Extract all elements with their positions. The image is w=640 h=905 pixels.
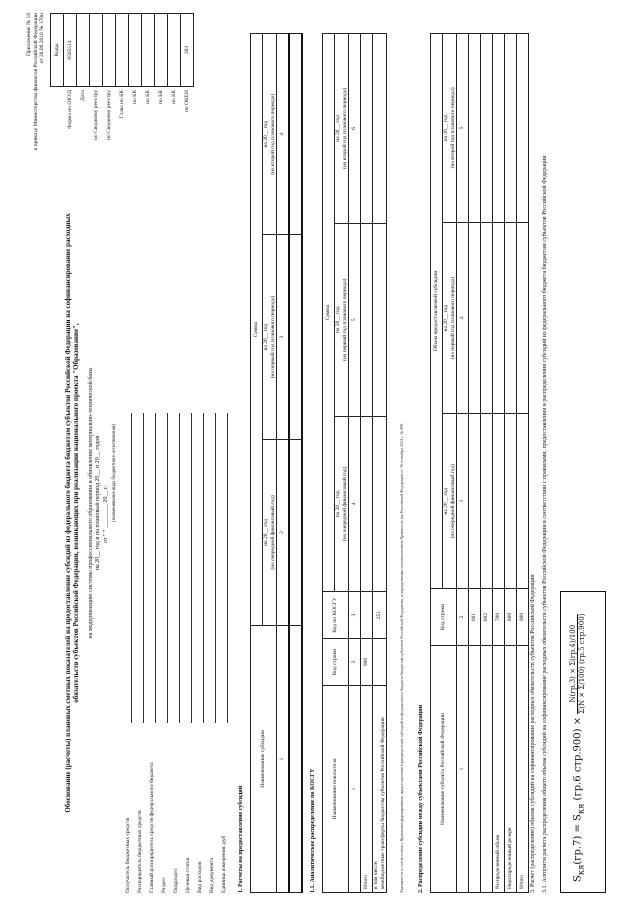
year-note: (на первый год планового периода) [269, 295, 276, 378]
document-title: Обоснование (расчеты) плановых сметных показателей на предоставление субсидий из федерального бюджета бюджетам субъектов Российской Федерации на софинансирование расходных обязательств субъектов Российской Федерации, возникающих при реализации национального проекта "Образование", [64, 212, 81, 813]
codes-value [129, 13, 142, 86]
codes-label: по БК [157, 89, 164, 104]
fill-line[interactable] [170, 413, 180, 723]
table-cell[interactable] [481, 33, 493, 222]
col-header-group: Сумма [323, 33, 335, 591]
codes-label: по БК [144, 89, 151, 104]
year-label: на 20__ год [443, 487, 449, 515]
table-cell[interactable] [481, 222, 493, 414]
row-code: 900 [517, 588, 529, 645]
year-label: на 20__ год [443, 114, 449, 141]
header-field-label: Подраздел [173, 867, 180, 893]
table-cell[interactable] [517, 414, 529, 589]
codes-value: 383 [181, 13, 194, 86]
row-code: 001 [469, 588, 481, 645]
formula-lhs-sub2: кя [575, 803, 586, 814]
header-field-row [168, 413, 180, 893]
table-cell[interactable] [505, 33, 517, 222]
table-cell[interactable] [361, 33, 373, 223]
col-header-year [263, 234, 277, 439]
year-note: (на очередной финансовый год) [341, 466, 348, 541]
total-label: Итого [361, 685, 373, 892]
header-field-label: Вид расходов [197, 860, 204, 893]
table-cell[interactable] [361, 223, 373, 416]
table-cell[interactable] [517, 222, 529, 414]
codes-header: Коды [51, 13, 64, 86]
formula-box [560, 591, 606, 893]
col-header-year [335, 223, 349, 416]
year-note: (на очередной финансовый год) [269, 494, 276, 570]
table-cell[interactable] [373, 223, 387, 416]
year-label: на 20__ год [335, 305, 341, 333]
row-code: 700 [493, 588, 505, 645]
fill-line[interactable] [206, 413, 216, 723]
year-note: (на первый год планового периода) [449, 276, 456, 359]
document-subtitle [88, 223, 102, 783]
year-label: на 20__ год [263, 120, 269, 148]
header-fields [120, 413, 228, 893]
year-label: на 20__ год [263, 518, 269, 546]
table-cell[interactable] [469, 222, 481, 414]
fill-line[interactable] [158, 413, 168, 723]
approval-stamp [26, 13, 46, 243]
col-header-year [335, 33, 349, 223]
codes-table [50, 13, 194, 203]
approval-line: Приложение № 18 [26, 12, 32, 56]
table-cell[interactable] [289, 439, 302, 625]
header-field-row [180, 413, 192, 893]
col-header-year [335, 416, 349, 591]
fill-line[interactable] [146, 413, 156, 723]
header-field-label: Вид документа [209, 857, 216, 893]
year-note: (на очередной финансовый год) [449, 463, 456, 538]
table-cell[interactable] [469, 33, 481, 222]
formula-fraction [569, 613, 587, 713]
col-header-name: Наименование субсидии [251, 625, 277, 892]
header-field-label: Раздел [161, 876, 168, 893]
codes-value [90, 13, 103, 86]
row-kosgu: 251 [373, 591, 387, 638]
header-field-row [120, 413, 132, 893]
codes-label [51, 86, 64, 203]
section-11-table [322, 33, 387, 893]
col-number: 4 [277, 33, 290, 234]
col-header-name: Наименование показателя [323, 685, 349, 892]
col-number: 1 [277, 625, 290, 892]
formula [569, 613, 587, 881]
codes-label: Глава по БК [118, 89, 125, 118]
codes-value: 0505514 [64, 13, 77, 86]
col-number: 5 [457, 33, 469, 222]
table-cell[interactable] [493, 222, 505, 414]
section-1-table [250, 33, 303, 893]
row-name [481, 645, 493, 892]
col-header-code: Код строки [431, 588, 457, 645]
table-cell[interactable] [361, 591, 373, 638]
col-number: 3 [349, 591, 361, 638]
header-field-row [192, 413, 204, 893]
table-cell[interactable] [517, 33, 529, 222]
document-page [20, 3, 620, 903]
codes-label: по Сводному реестру [105, 89, 112, 140]
year-note: (на второй год планового периода) [341, 87, 348, 169]
col-number: 2 [457, 588, 469, 645]
formula-lhs-sub: кя [575, 864, 586, 875]
formula-denominator: Σ(N × Σ/100) (гр.5 стр.900) [578, 613, 587, 714]
year-label: на 20__ год [335, 114, 341, 142]
col-header-year [263, 33, 277, 234]
formula-lhs: S [572, 874, 584, 882]
table-cell[interactable] [289, 234, 302, 439]
row-code: 002 [481, 588, 493, 645]
codes-label: Дата [79, 89, 86, 101]
row-code: 800 [505, 588, 517, 645]
codes-label: по Сводному реестру [92, 89, 99, 140]
codes-label: по БК [131, 89, 138, 104]
fill-line[interactable] [218, 413, 228, 723]
table-cell[interactable] [289, 33, 302, 234]
col-header-year [443, 33, 457, 222]
col-number: 2 [349, 638, 361, 685]
formula-numerator [569, 613, 578, 713]
year-label: на 20__ год [443, 304, 449, 331]
table-cell[interactable] [289, 625, 302, 892]
formula-lhs-arg: (гр.7) = S [572, 813, 584, 865]
year-label: на 20__ год [335, 489, 341, 517]
fill-line[interactable] [194, 413, 204, 723]
section-2-title: 2. Распределение субсидии между субъектами Российской Федерации [418, 704, 424, 893]
row-name: Нераспределенный резерв [505, 645, 517, 892]
col-header-year [263, 439, 277, 625]
table-cell[interactable] [493, 414, 505, 589]
codes-value [155, 13, 168, 86]
codes-value [116, 13, 129, 86]
codes-value [103, 13, 116, 86]
row-name: Итого [517, 645, 529, 892]
subtitle-text: на модернизацию системы профессионального образования и обновление материально-технической базы [88, 367, 94, 638]
col-number: 5 [349, 223, 361, 416]
approval-line: к приказу Министерства финансов Российской Федерации [32, 12, 39, 150]
date-line: от " " ________ 20__ г. [103, 485, 109, 543]
header-field-label: Главный распорядитель средств федерального бюджета [149, 761, 156, 893]
header-field-row [144, 413, 156, 893]
codes-value [77, 13, 90, 86]
col-header-kosgu: Код по КОСГУ [323, 591, 349, 638]
col-header-group: Сумма [251, 33, 263, 625]
year-note: (на первый год планового периода) [341, 278, 348, 361]
row-name [469, 645, 481, 892]
row-name: Распределенный объем [493, 645, 505, 892]
col-header-name: Наименование субъекта Российской Федерации [431, 645, 457, 892]
codes-value [168, 13, 181, 86]
codes-label: Форма по ОКУД [66, 89, 73, 129]
codes-value [142, 13, 155, 86]
col-number: 3 [457, 414, 469, 589]
header-field-label: Распорядитель бюджетных средств [137, 809, 144, 893]
header-field-row [216, 413, 228, 893]
approval-line: от 28.06.2018 № 178н [39, 12, 46, 63]
header-field-label: Единица измерения: руб [221, 835, 228, 893]
date-caption: (наименование вида бюджетного ассигнования) [112, 423, 117, 522]
codes-label: по БК [170, 89, 177, 104]
table-cell[interactable] [505, 222, 517, 414]
incl-label-text: в том числе: [373, 859, 380, 889]
period-line: на 20__ год и на плановый период 20__ и 20__ годов [95, 435, 102, 570]
fill-line[interactable] [122, 413, 132, 723]
col-header-code: Код строки [323, 638, 349, 685]
col-number: 1 [349, 685, 361, 892]
col-number: 2 [277, 439, 290, 625]
header-field-row [132, 413, 144, 893]
fill-line[interactable] [134, 413, 144, 723]
section-11-title: 1.1. Аналитическое распределение по КОСГУ [310, 767, 316, 893]
year-label: на 20__ год [263, 323, 269, 350]
year-note: (на второй год планового периода) [449, 86, 456, 168]
header-field-row [204, 413, 216, 893]
col-header-year [443, 414, 457, 589]
section-3-title: 3. Расчет (распределение) объема субсидий на софинансирование расходных обязательств субъектов Российской Федерации [530, 573, 536, 893]
col-number: 1 [457, 645, 469, 892]
table-cell[interactable] [373, 638, 387, 685]
table-cell[interactable] [505, 414, 517, 589]
table-cell[interactable] [361, 416, 373, 591]
footnote: Указывается в соответствии с Правилами формирования, предоставления и распределения субсидий из федерального бюджета бюджетам субъектов Российской Федерации, утвержденными постановлением Правительства Российской Федерации от 30 сентября 2014 г. № 999. [399, 422, 404, 893]
col-number: 6 [349, 33, 361, 223]
col-number: 4 [457, 222, 469, 414]
incl-label [373, 685, 387, 892]
col-number: 4 [349, 416, 361, 591]
col-header-year [443, 222, 457, 414]
incl-detail: межбюджетные трансферты бюджетам субъектов Российской Федерации [379, 716, 386, 889]
table-cell[interactable] [481, 414, 493, 589]
header-field-label: Получатель бюджетных средств [125, 817, 132, 893]
table-cell[interactable] [469, 414, 481, 589]
section-1-title: 1. Расчеты на предоставление субсидий [238, 785, 244, 893]
col-header-group: Объем предоставляемой субсидии [431, 33, 443, 588]
formula-num: N [569, 695, 577, 702]
formula-mid: (гр.6 стр.900) × [572, 716, 584, 800]
section-2-table [430, 33, 529, 893]
formula-num-arg: (гр.3) × Σ(гр.4)/100 [569, 624, 577, 696]
table-cell[interactable] [373, 33, 387, 223]
header-field-label: Целевая статья [185, 857, 192, 893]
section-31-title: 3.1. Алгоритм расчета распределения общего объема субсидий на софинансирование расходных обязательств субъектов Российской Федерации в соответствии с правилами, предоставления и распределения субсидий из федерального бюджета бюджетам субъектов Российской Федерации [542, 155, 548, 893]
table-cell[interactable] [373, 416, 387, 591]
codes-label: по ОКЕИ [183, 89, 190, 112]
col-number: 3 [277, 234, 290, 439]
header-field-row [156, 413, 168, 893]
row-code: 900 [361, 638, 373, 685]
year-note: (на второй год планового периода) [269, 93, 276, 175]
table-cell[interactable] [493, 33, 505, 222]
fill-line[interactable] [182, 413, 192, 723]
